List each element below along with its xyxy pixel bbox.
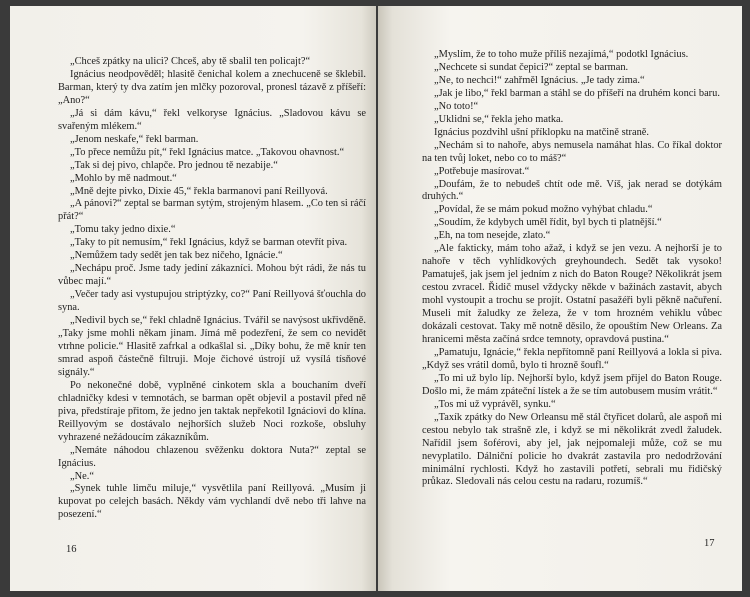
- paragraph: „Doufám, že to nebudeš chtít ode mě. Víš, jak nerad se dotýkám druhých.“: [422, 178, 722, 203]
- paragraph: „A pánovi?“ zeptal se barman sytým, strojeným hlasem. „Co ten si ráčí přát?“: [58, 198, 366, 223]
- left-page-text: [58, 56, 366, 522]
- paragraph: „To mi už bylo líp. Nejhorší bylo, když jsem přijel do Baton Rouge. Došlo mi, že mám zpáteční lístek a že se tím autobusem musím vrátit.“: [422, 372, 722, 397]
- page-number: 16: [66, 544, 77, 555]
- paragraph: „Myslím, že to toho muže příliš nezajímá,“ podotkl Ignácius.: [434, 49, 689, 60]
- paragraph: „Taky to pít nemusím,“ řekl Ignácius, když se barman otevřít piva.: [70, 237, 348, 249]
- paragraph: „Nedivil bych se,“ řekl chladně Ignácius. Tvářil se navýsost ukřivděně. „Taky jsme mohli někam jinam. Jímá mě podezření, že sem co nevidět vtrhne policie.“ Hlasitě zafrkal a odkašlal si. „Díky bohu, že mě knír ten smrad aspoň částečně filtruji. Moje čichové ústrojí už vysílá tísňové signály.“: [58, 315, 366, 378]
- paragraph: „Mohlo by mě nadmout.“: [70, 172, 177, 184]
- paragraph: „No toto!“: [434, 100, 479, 112]
- paragraph: Ignácius neodpověděl; hlasitě čenichal kolem a znechuceně se šklebil. Barman, který ty dva zatím jen mlčky pozoroval, pronesl tázavě z příšeří: „Ano?“: [58, 68, 366, 106]
- page-number: 17: [704, 538, 715, 549]
- paragraph: Po nekonečné době, vyplněné cinkotem skla a bouchaním dveří chladničky kdesi v temnotách, se barman opět objevil a postavil před ně piva, předstíraje přitom, že jedno jen taktak nepřekotil Ignáciovi do klína. Reillyovým se dostávalo nejhorších služeb Noci rozkoše, obsluhy vyhrazené nežádoucím zákazníkům.: [58, 379, 366, 443]
- paragraph: „Ale fakticky, mám toho ažaž, i když se jen vezu. A nejhorší je to nahoře v těch vyhlídkových greyhoundech. Sedět tak vysoko! Pamatuješ, jak jsem jel jedním z nich do Baton Rouge? Několikrát jsem cestou zvracel. Řidič musel vždycky někde v bažinách zastavit, abych mohl vystoupit a trochu se projít. Ostatní pasažéři byli pěkně načuření. Museli mít žaludky ze železa, že v tom hrozném vehiklu vůbec dokázali cestovat. Taky mě notně děsilo, že opouštím New Orleans. Za hranicemi města začíná srdce temnoty, opravdová pustina.“: [422, 243, 722, 345]
- right-page: [378, 6, 742, 591]
- paragraph: „Jak je libo,“ řekl barman a stáhl se do příšeří na druhém konci baru.: [434, 87, 720, 99]
- paragraph: „Mně dejte pivko, Dixie 45,“ řekla barmanovi paní Reillyová.: [70, 185, 328, 197]
- paragraph: Ignácius pozdvihl ušní příklopku na matčině straně.: [434, 126, 649, 138]
- paragraph: „To přece nemůžu pít,“ řekl Ignácius matce. „Takovou ohavnost.“: [70, 146, 345, 158]
- paragraph: „Večer tady asi vystupujou striptýzky, co?“ Paní Reillyová šťouchla do syna.: [58, 289, 366, 314]
- paragraph: „Nechcete si sundat čepici?“ zeptal se barman.: [434, 61, 629, 73]
- paragraph: „Soudím, že kdybych uměl řídit, byl bych ti platnější.“: [434, 217, 662, 229]
- paragraph: „Nechám si to nahoře, abys nemusela namáhat hlas. Co říkal doktor na ten tvůj loket, nebo co to máš?“: [422, 139, 722, 164]
- paragraph: „Já si dám kávu,“ řekl velkoryse Ignácius. „Sladovou kávu se svařeným mlékem.“: [58, 107, 366, 132]
- paragraph: „Pamatuju, Ignácie,“ řekla nepřítomně paní Reillyová a lokla si piva. „Když ses vrátil domů, bylo ti hrozně šoufl.“: [422, 346, 722, 371]
- paragraph: „Ne.“: [70, 470, 94, 482]
- paragraph: „Synek tuhle limču miluje,“ vysvětlila paní Reillyová. „Musím ji kupovat po celejch basách. Někdy vám vychlandí dvě nebo tři lahve na posezení.“: [58, 483, 366, 521]
- paragraph: „Taxík zpátky do New Orleansu mě stál čtyřicet dolarů, ale aspoň mi cestou nebylo tak strašně zle, i když se mi několikrát zvedl žaludek. Nařídil jsem šoférovi, aby jel, jak nejpomaleji může, což se mu nevyplatilo. Dálniční policie ho dvakrát zastavila pro nedodržování minimální rychlosti. Když ho zastavili potřetí, sebrali mu řidičský průkaz. Sledovali nás celou cestu na radaru, rozumíš.“: [422, 411, 722, 488]
- paragraph: „Nechápu proč. Jsme tady jediní zákazníci. Mohou být rádi, že nás tu vůbec mají.“: [58, 263, 366, 288]
- paragraph: „Tak si dej pivo, chlapče. Pro jednou tě nezabije.“: [70, 159, 278, 171]
- paragraph: „Eh, na tom nesejde, zlato.“: [434, 230, 551, 242]
- paragraph: „Nemáte náhodou chlazenou svěženku doktora Nuta?“ zeptal se Ignácius.: [58, 444, 366, 469]
- paragraph: „Chceš zpátky na ulici? Chceš, aby tě sbalil ten policajt?“: [70, 56, 311, 67]
- paragraph: „Nemůžem tady sedět jen tak bez ničeho, Ignácie.“: [70, 250, 283, 262]
- paragraph: „Tos mi už vyprávěl, synku.“: [434, 398, 556, 410]
- paragraph: „Povídal, že se mám pokud možno vyhýbat chladu.“: [434, 204, 653, 216]
- paragraph: „Ne, to nechci!“ zahřměl Ignácius. „Je tady zima.“: [434, 74, 645, 86]
- paragraph: „Jenom neskafe,“ řekl barman.: [70, 133, 199, 145]
- right-page-text: [422, 49, 722, 489]
- left-page: [10, 6, 376, 591]
- paragraph: „Uklidni se,“ řekla jeho matka.: [434, 113, 564, 125]
- paragraph: „Potřebuje masírovat.“: [434, 165, 530, 177]
- paragraph: „Tomu taky jedno dixie.“: [70, 224, 176, 236]
